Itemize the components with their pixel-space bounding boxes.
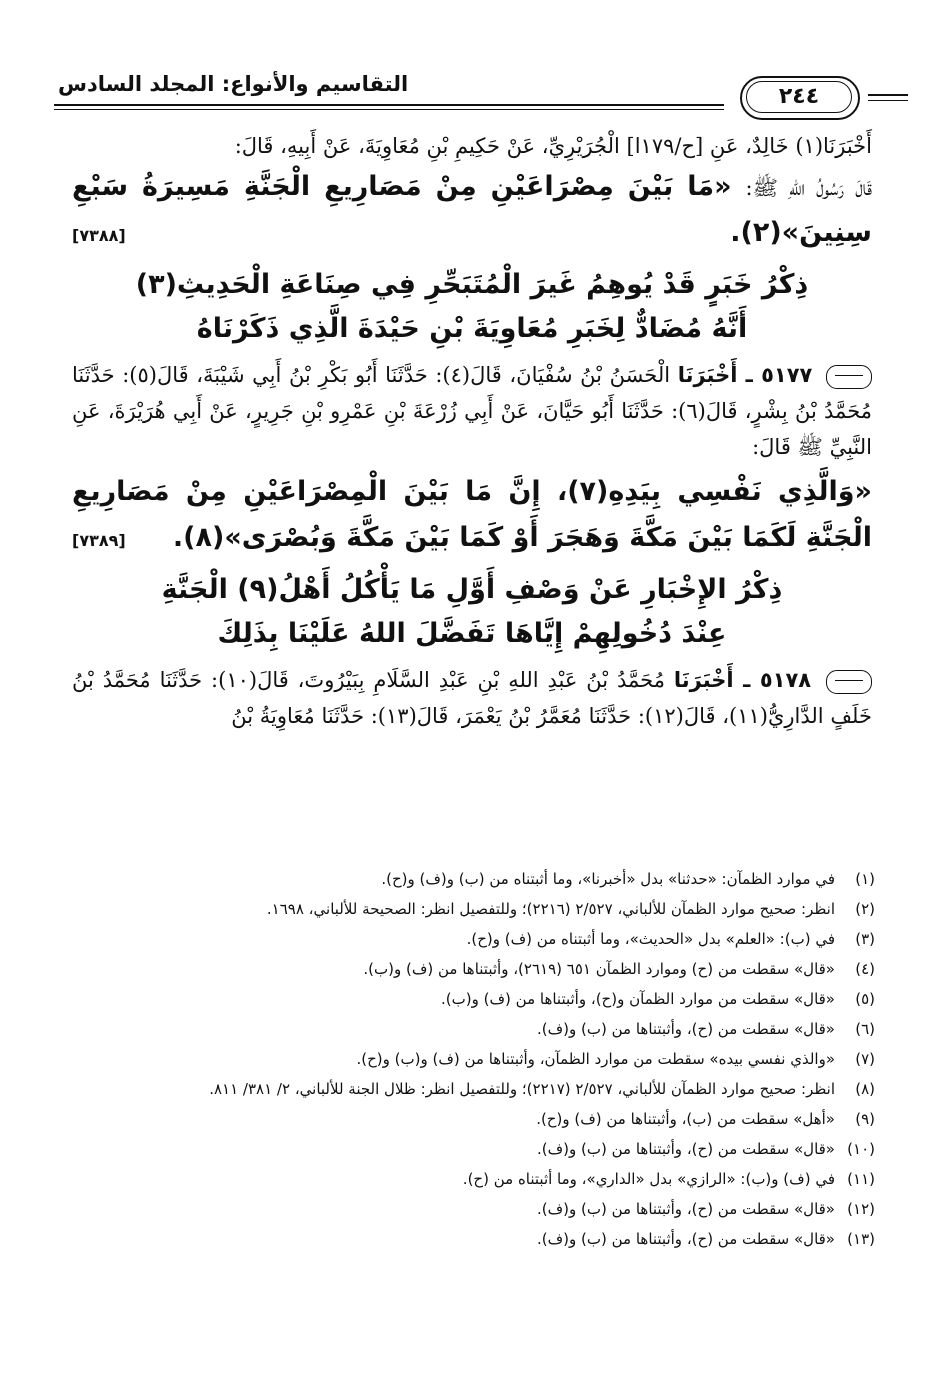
footnote: (٧) «والذي نفسي بيده» سقطت من موارد الظمآن، وأثبتناها من (ف) و(ب) و(ح). — [356, 1050, 875, 1068]
footnote: (٤) «قال» سقطت من (ح) وموارد الظمآن ٦٥١ (٢٦١٩)، وأثبتناها من (ف) و(ب). — [363, 960, 875, 978]
hadith-number: ٥١٧٧ ـ أَخْبَرَنَا — [677, 363, 813, 387]
chapter-heading — [72, 263, 872, 351]
header-rule-thin — [54, 109, 724, 110]
chapter-heading-line: عِنْدَ دُخُولِهِمْ إِيَّاهَا تَفَضَّلَ اللهُ عَلَيْنَا بِذَلِكَ — [217, 618, 727, 649]
isnad-text: مُحَمَّدُ بْنُ عَبْدِ اللهِ بْنِ عَبْدِ السَّلَامِ بِبَيْرُوتَ، قَالَ(١٠): حَدَّثَنَا مُحَمَّدُ بْنُ خَلَفٍ الدَّارِيُّ(١١)، قَالَ(١٢): حَدَّثَنَا مُعَمَّرُ بْنُ يَعْمَرَ، قَالَ(١٣): حَدَّثَنَا مُعَاوِيَةُ بْنُ — [72, 668, 872, 728]
hadith-marker-icon — [826, 365, 872, 389]
footnotes — [70, 864, 875, 1254]
footnote: (٥) «قال» سقطت من موارد الظمآن و(ح)، وأثبتناها من (ف) و(ب). — [441, 990, 875, 1008]
footnote: (١٢) «قال» سقطت من (ح)، وأثبتناها من (ب) و(ف). — [536, 1200, 875, 1218]
chapter-heading — [72, 568, 872, 656]
hadith-marker-icon — [826, 670, 872, 694]
hadith-number: ٥١٧٨ ـ أَخْبَرَنَا — [673, 668, 812, 692]
hadith-isnad — [72, 662, 872, 734]
footnote: (١٣) «قال» سقطت من (ح)، وأثبتناها من (ب) و(ف). — [536, 1230, 875, 1248]
running-title: التقاسيم والأنواع: المجلد السادس — [58, 72, 409, 96]
footnote: (١٠) «قال» سقطت من (ح)، وأثبتناها من (ب) و(ف). — [536, 1140, 875, 1158]
hadith-isnad — [72, 357, 872, 465]
footnote: (٢) انظر: صحيح موارد الظمآن للألباني، ٢/٥٢٧ (٢٢١٦)؛ وللتفصيل انظر: الصحيحة للألباني، ١٦٩٨. — [266, 900, 875, 918]
hadith-lead: قَالَ رَسُولُ اللهِ ﷺ: — [745, 176, 873, 200]
chapter-heading-line: أَنَّهُ مُضَادٌّ لِخَبَرِ مُعَاوِيَةَ بْنِ حَيْدَةَ الَّذِي ذَكَرْنَاهُ — [196, 313, 748, 344]
page-header — [40, 66, 910, 122]
hadith-reference: [٧٣٨٨] — [72, 226, 126, 245]
chapter-heading-line: ذِكْرُ خَبَرٍ قَدْ يُوهِمُ غَيرَ الْمُتَبَحِّرِ فِي صِنَاعَةِ الْحَدِيثِ(٣) — [135, 269, 809, 300]
page-number: ٢٤٤ — [746, 81, 852, 113]
footnote: (١١) في (ف) و(ب): «الرازي» بدل «الداري»، وما أثبتناه من (ح). — [462, 1170, 875, 1188]
footnote: (١) في موارد الظمآن: «حدثنا» بدل «أخبرنا»، وما أثبتناه من (ب) و(ف) و(ح). — [381, 870, 875, 888]
chapter-heading-line: ذِكْرُ الإِخْبَارِ عَنْ وَصْفِ أَوَّلِ مَا يَأْكُلُ أَهْلُ(٩) الْجَنَّةِ — [161, 574, 783, 605]
isnad-line: أَخْبَرَنَا(١) خَالِدٌ، عَنِ [ح/١٧٩ا] الْجُرَيْرِيِّ، عَنْ حَكِيمِ بْنِ مُعَاوِيَةَ، عَنْ أَبِيهِ، قَالَ: — [234, 134, 872, 158]
hadith-quote: «وَالَّذِي نَفْسِي بِيَدِهِ(٧)، إِنَّ مَا بَيْنَ الْمِصْرَاعَيْنِ مِنْ مَصَارِيعِ الْجَنَّةِ لَكَمَا بَيْنَ مَكَّةَ وَهَجَرَ أَوْ كَمَا بَيْنَ مَكَّةَ وَبُصْرَى»(٨). — [72, 476, 872, 553]
hadith-quote: «مَا بَيْنَ مِصْرَاعَيْنِ مِنْ مَصَارِيعِ الْجَنَّةِ مَسِيرَةُ سَبْعِ سِنِينَ»(٢). — [72, 171, 872, 248]
footnote: (٩) «أهل» سقطت من (ب)، وأثبتناها من (ف) و(ح). — [536, 1110, 875, 1128]
footnote: (٨) انظر: صحيح موارد الظمآن للألباني، ٢/٥٢٧ (٢٢١٧)؛ وللتفصيل انظر: ظلال الجنة للألباني، ٢/ ٣٨١/ ٨١١. — [209, 1080, 875, 1098]
header-rule-right — [868, 94, 908, 96]
isnad-text: الْحَسَنُ بْنُ سُفْيَانَ، قَالَ(٤): حَدَّثَنَا أَبُو بَكْرِ بْنُ أَبِي شَيْبَةَ، قَالَ(٥): حَدَّثَنَا مُحَمَّدُ بْنُ بِشْرٍ، قَالَ(٦): حَدَّثَنَا أَبُو حَيَّانَ، عَنْ أَبِي زُرْعَةَ بْنِ عَمْرِو بْنِ جَرِيرٍ، عَنْ أَبِي هُرَيْرَةَ، عَنِ النَّبِيِّ ﷺ قَالَ: — [72, 363, 873, 459]
footnote: (٣) في (ب): «العلم» بدل «الحديث»، وما أثبتناه من (ف) و(ح). — [466, 930, 875, 948]
main-text — [72, 128, 872, 734]
footnote: (٦) «قال» سقطت من (ح)، وأثبتناها من (ب) و(ف). — [536, 1020, 875, 1038]
hadith-reference: [٧٣٨٩] — [72, 531, 126, 550]
header-rule — [54, 104, 724, 106]
header-rule-right-thin — [868, 100, 908, 101]
